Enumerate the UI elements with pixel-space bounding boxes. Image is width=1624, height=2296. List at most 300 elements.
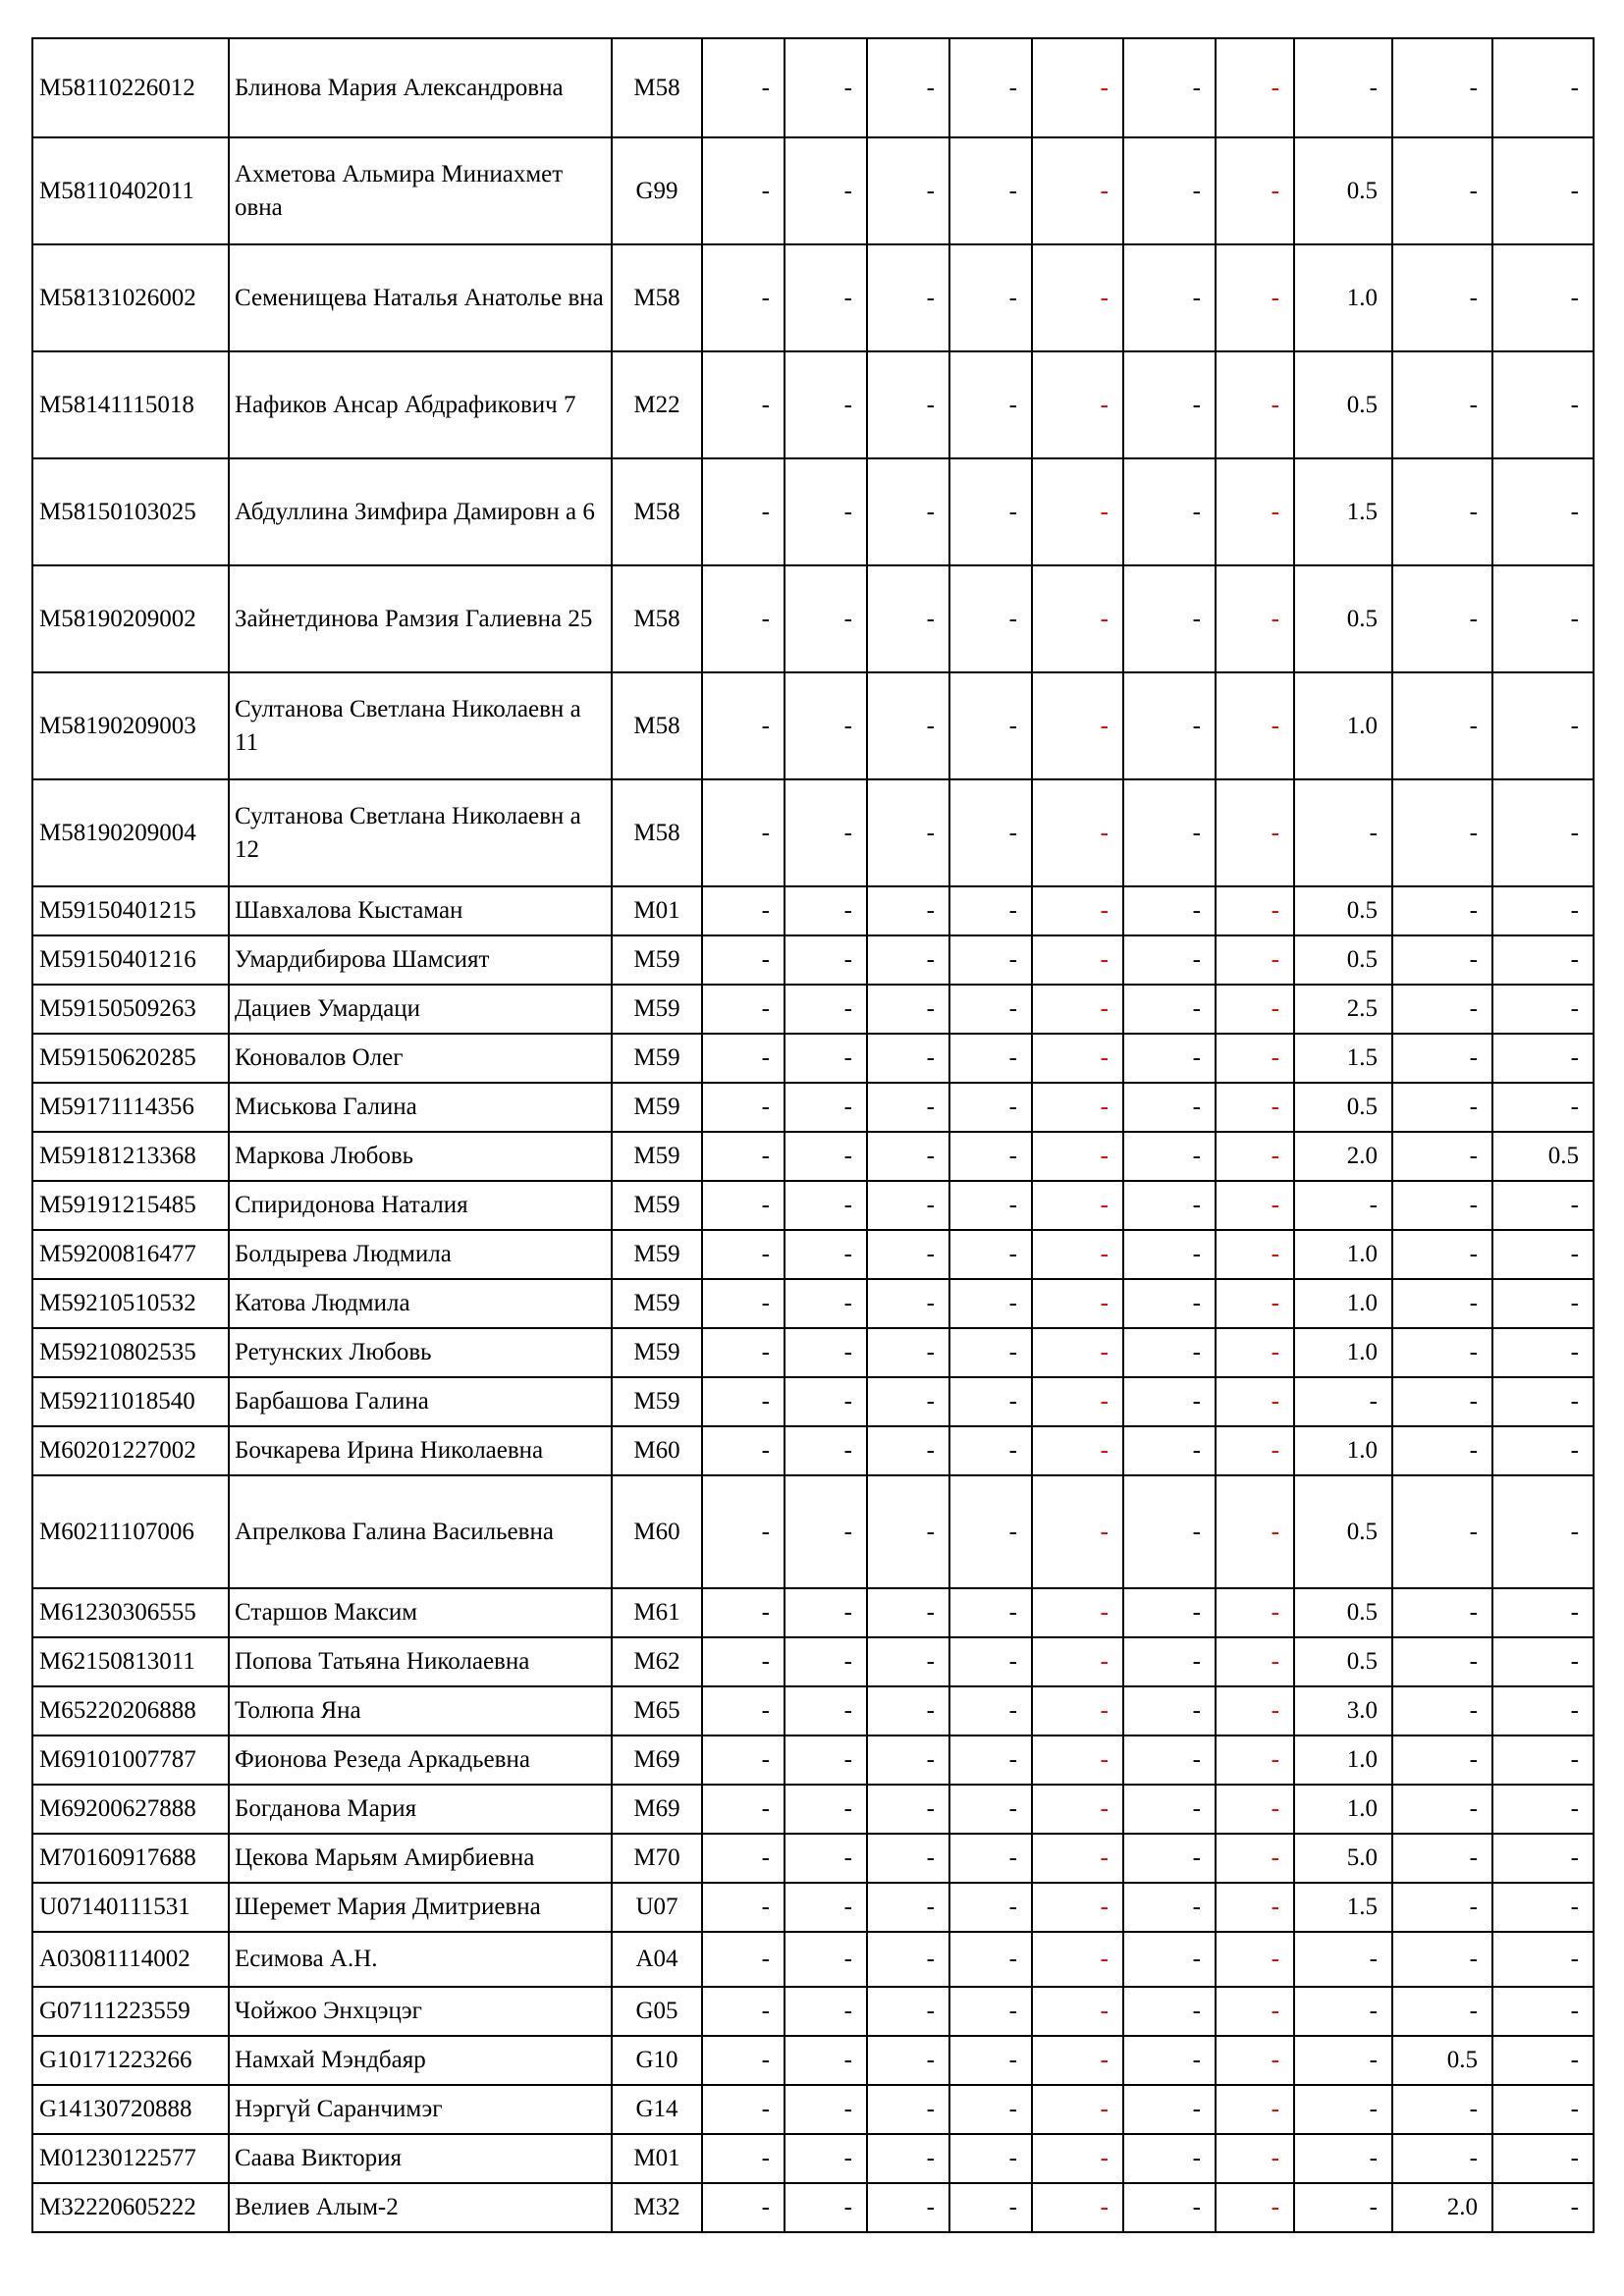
value-cell: - [785,672,867,779]
table-row [32,1686,1594,1735]
value-cell: - [1032,2183,1123,2232]
value-cell: - [949,1834,1032,1883]
value-cell: - [949,1785,1032,1834]
group-code-cell: M70 [612,1834,702,1883]
value-cell: - [949,38,1032,137]
participant-id-cell: M70160917688 [32,1834,229,1883]
table-row [32,1132,1594,1181]
group-code-cell: M59 [612,1181,702,1230]
value-cell: - [867,2134,949,2183]
value-cell: - [785,38,867,137]
results-table-container [31,37,1593,2233]
participant-id-cell: M62150813011 [32,1637,229,1686]
value-cell: - [1392,1834,1492,1883]
value-cell: - [702,935,785,985]
value-cell: - [867,1377,949,1426]
table-row [32,1475,1594,1588]
value-cell: - [1123,1377,1216,1426]
value-cell: - [867,935,949,985]
participant-id-cell: M59191215485 [32,1181,229,1230]
group-code-cell: M62 [612,1637,702,1686]
value-cell: - [867,565,949,672]
table-row [32,1426,1594,1475]
value-cell: - [1492,1637,1594,1686]
value-cell: - [1492,1686,1594,1735]
value-cell: - [1123,1230,1216,1279]
value-cell: - [1492,1588,1594,1637]
value-cell: - [1294,2183,1392,2232]
participant-id-cell: A03081114002 [32,1932,229,1987]
value-cell: - [1216,1987,1294,2036]
participant-id-cell: M58190209004 [32,779,229,886]
value-cell: - [1392,1279,1492,1328]
value-cell: - [949,1475,1032,1588]
value-cell: - [1216,1735,1294,1785]
value-cell: - [949,2036,1032,2085]
value-cell: - [1216,1686,1294,1735]
participant-name-cell: Попова Татьяна Николаевна [229,1637,612,1686]
value-cell: - [1492,2134,1594,2183]
value-cell: - [1392,1987,1492,2036]
value-cell: - [702,38,785,137]
value-cell: - [1123,1735,1216,1785]
value-cell: - [1392,2085,1492,2134]
value-cell: - [1294,779,1392,886]
group-code-cell: M58 [612,565,702,672]
value-cell: - [1392,458,1492,565]
value-cell: - [702,1735,785,1785]
value-cell: - [1392,886,1492,935]
value-cell: - [1123,244,1216,351]
value-cell: - [1032,886,1123,935]
value-cell: - [1492,1475,1594,1588]
value-cell: - [1392,1426,1492,1475]
value-cell: - [949,1637,1032,1686]
value-cell: - [1123,935,1216,985]
participant-id-cell: M59211018540 [32,1377,229,1426]
value-cell: - [1216,886,1294,935]
value-cell: - [1032,1475,1123,1588]
value-cell: - [949,1426,1032,1475]
value-cell: - [1123,1932,1216,1987]
value-cell: - [785,1034,867,1083]
value-cell: - [867,351,949,458]
value-cell: - [1392,1083,1492,1132]
value-cell: 2.0 [1294,1132,1392,1181]
value-cell: - [949,985,1032,1034]
value-cell: - [867,137,949,244]
participant-id-cell: M58190209002 [32,565,229,672]
table-row [32,351,1594,458]
value-cell: - [1216,1279,1294,1328]
group-code-cell: M59 [612,1132,702,1181]
table-row [32,1987,1594,2036]
value-cell: - [1123,38,1216,137]
value-cell: - [702,1083,785,1132]
value-cell: - [702,2183,785,2232]
value-cell: - [867,779,949,886]
value-cell: - [785,351,867,458]
value-cell: - [1032,1932,1123,1987]
participant-name-cell: Апрелкова Галина Васильевна [229,1475,612,1588]
value-cell: - [867,1475,949,1588]
participant-id-cell: M60211107006 [32,1475,229,1588]
value-cell: - [1216,2134,1294,2183]
value-cell: - [702,565,785,672]
table-row [32,1785,1594,1834]
value-cell: - [867,458,949,565]
group-code-cell: M59 [612,1034,702,1083]
value-cell: - [1032,1588,1123,1637]
value-cell: - [1392,779,1492,886]
participant-id-cell: M58131026002 [32,244,229,351]
value-cell: - [1294,1377,1392,1426]
value-cell: - [1123,2183,1216,2232]
value-cell: - [1392,1181,1492,1230]
participant-id-cell: G14130720888 [32,2085,229,2134]
value-cell: - [785,2085,867,2134]
value-cell: - [1032,2085,1123,2134]
value-cell: - [1392,1932,1492,1987]
group-code-cell: G99 [612,137,702,244]
group-code-cell: U07 [612,1883,702,1932]
table-row [32,1181,1594,1230]
participant-name-cell: Дациев Умардаци [229,985,612,1034]
value-cell: - [1216,1230,1294,1279]
participant-id-cell: M61230306555 [32,1588,229,1637]
value-cell: - [1492,1987,1594,2036]
participant-name-cell: Султанова Светлана Николаевн а 12 [229,779,612,886]
group-code-cell: M58 [612,672,702,779]
value-cell: - [1032,935,1123,985]
value-cell: - [702,2036,785,2085]
value-cell: - [1216,1834,1294,1883]
value-cell: - [785,1932,867,1987]
table-row [32,886,1594,935]
value-cell: - [1216,1426,1294,1475]
value-cell: - [1123,1834,1216,1883]
participant-name-cell: Спиридонова Наталия [229,1181,612,1230]
value-cell: - [785,935,867,985]
value-cell: - [702,1785,785,1834]
group-code-cell: M60 [612,1475,702,1588]
value-cell: - [1492,1426,1594,1475]
value-cell: - [949,1686,1032,1735]
value-cell: - [867,1426,949,1475]
participant-name-cell: Блинова Мария Александровна [229,38,612,137]
participant-name-cell: Фионова Резеда Аркадьевна [229,1735,612,1785]
value-cell: - [1123,137,1216,244]
value-cell: - [1216,1588,1294,1637]
value-cell: 1.0 [1294,1785,1392,1834]
value-cell: 0.5 [1294,1475,1392,1588]
group-code-cell: G05 [612,1987,702,2036]
value-cell: - [1123,985,1216,1034]
value-cell: - [785,1735,867,1785]
value-cell: - [1492,1230,1594,1279]
participant-id-cell: M58110226012 [32,38,229,137]
value-cell: - [1032,244,1123,351]
group-code-cell: M01 [612,886,702,935]
value-cell: - [1294,2134,1392,2183]
value-cell: - [867,1883,949,1932]
value-cell: - [1392,1034,1492,1083]
value-cell: - [867,1932,949,1987]
value-cell: - [949,1034,1032,1083]
value-cell: - [1492,1735,1594,1785]
value-cell: - [1216,1328,1294,1377]
group-code-cell: M61 [612,1588,702,1637]
value-cell: - [1216,935,1294,985]
group-code-cell: M58 [612,779,702,886]
value-cell: - [785,2183,867,2232]
value-cell: - [702,1883,785,1932]
value-cell: - [949,1735,1032,1785]
value-cell: - [949,1083,1032,1132]
participant-name-cell: Коновалов Олег [229,1034,612,1083]
value-cell: - [1123,1181,1216,1230]
value-cell: - [1294,38,1392,137]
value-cell: - [1032,38,1123,137]
value-cell: - [867,1083,949,1132]
value-cell: - [785,1987,867,2036]
value-cell: - [702,1426,785,1475]
value-cell: - [867,886,949,935]
value-cell: - [702,244,785,351]
value-cell: - [1216,672,1294,779]
value-cell: - [1492,1834,1594,1883]
value-cell: - [1492,886,1594,935]
value-cell: - [949,1932,1032,1987]
participant-name-cell: Умардибирова Шамсият [229,935,612,985]
value-cell: - [867,2183,949,2232]
value-cell: - [1032,1328,1123,1377]
participant-id-cell: M60201227002 [32,1426,229,1475]
value-cell: - [949,779,1032,886]
participant-name-cell: Катова Людмила [229,1279,612,1328]
value-cell: - [1492,1279,1594,1328]
value-cell: - [1294,2036,1392,2085]
value-cell: - [1032,1637,1123,1686]
value-cell: - [785,1834,867,1883]
value-cell: - [1392,1328,1492,1377]
value-cell: - [867,1132,949,1181]
value-cell: - [1032,2134,1123,2183]
value-cell: - [702,1987,785,2036]
value-cell: - [1216,779,1294,886]
value-cell: - [1392,38,1492,137]
value-cell: - [1216,1132,1294,1181]
value-cell: - [1123,1588,1216,1637]
participant-id-cell: M69200627888 [32,1785,229,1834]
value-cell: - [1492,1377,1594,1426]
value-cell: - [1032,1034,1123,1083]
participant-name-cell: Миськова Галина [229,1083,612,1132]
value-cell: - [867,1987,949,2036]
value-cell: - [1392,1230,1492,1279]
value-cell: - [1492,1883,1594,1932]
participant-name-cell: Велиев Алым-2 [229,2183,612,2232]
value-cell: - [949,2183,1032,2232]
value-cell: 1.5 [1294,1883,1392,1932]
value-cell: - [1492,2085,1594,2134]
participant-name-cell: Ахметова Альмира Миниахмет овна [229,137,612,244]
value-cell: - [867,985,949,1034]
value-cell: - [1216,1785,1294,1834]
participant-id-cell: M58190209003 [32,672,229,779]
participant-name-cell: Бочкарева Ирина Николаевна [229,1426,612,1475]
group-code-cell: M32 [612,2183,702,2232]
value-cell: - [1123,2085,1216,2134]
table-row [32,1034,1594,1083]
table-row [32,458,1594,565]
value-cell: - [949,886,1032,935]
value-cell: - [1032,1279,1123,1328]
value-cell: - [1123,1328,1216,1377]
value-cell: - [785,779,867,886]
participant-name-cell: Богданова Мария [229,1785,612,1834]
value-cell: - [702,1328,785,1377]
value-cell: - [1032,1735,1123,1785]
value-cell: - [1492,1181,1594,1230]
participant-id-cell: M59150509263 [32,985,229,1034]
value-cell: 0.5 [1294,1588,1392,1637]
value-cell: - [867,38,949,137]
value-cell: - [702,1230,785,1279]
participant-id-cell: G07111223559 [32,1987,229,2036]
value-cell: - [867,1279,949,1328]
participant-name-cell: Шеремет Мария Дмитриевна [229,1883,612,1932]
table-row [32,1083,1594,1132]
value-cell: - [1392,1785,1492,1834]
table-row [32,985,1594,1034]
value-cell: - [785,985,867,1034]
value-cell: - [702,672,785,779]
table-row [32,1279,1594,1328]
value-cell: 1.5 [1294,1034,1392,1083]
group-code-cell: G14 [612,2085,702,2134]
value-cell: - [867,672,949,779]
value-cell: - [702,1932,785,1987]
value-cell: - [785,1328,867,1377]
value-cell: - [1032,672,1123,779]
participant-id-cell: M58150103025 [32,458,229,565]
value-cell: - [1032,137,1123,244]
value-cell: - [949,351,1032,458]
value-cell: - [1294,1987,1392,2036]
group-code-cell: M58 [612,458,702,565]
group-code-cell: M65 [612,1686,702,1735]
value-cell: 1.0 [1294,1426,1392,1475]
value-cell: - [1492,38,1594,137]
value-cell: - [1216,2036,1294,2085]
participant-id-cell: M01230122577 [32,2134,229,2183]
table-row [32,2134,1594,2183]
table-row [32,1230,1594,1279]
value-cell: - [949,1181,1032,1230]
value-cell: - [1123,1083,1216,1132]
value-cell: 2.5 [1294,985,1392,1034]
value-cell: - [785,458,867,565]
value-cell: 0.5 [1294,137,1392,244]
participant-name-cell: Абдуллина Зимфира Дамировн а 6 [229,458,612,565]
value-cell: - [1123,1279,1216,1328]
value-cell: - [1216,2085,1294,2134]
value-cell: 1.0 [1294,1328,1392,1377]
value-cell: - [785,1230,867,1279]
participant-name-cell: Есимова А.Н. [229,1932,612,1987]
value-cell: - [949,1328,1032,1377]
value-cell: - [702,458,785,565]
value-cell: - [785,1377,867,1426]
table-row [32,1735,1594,1785]
value-cell: - [1492,1083,1594,1132]
participant-name-cell: Зайнетдинова Рамзия Галиевна 25 [229,565,612,672]
value-cell: - [1492,351,1594,458]
participant-name-cell: Старшов Максим [229,1588,612,1637]
value-cell: - [867,1785,949,1834]
group-code-cell: M59 [612,1279,702,1328]
participant-name-cell: Толюпа Яна [229,1686,612,1735]
value-cell: - [1216,1475,1294,1588]
value-cell: - [1392,1377,1492,1426]
value-cell: - [949,2134,1032,2183]
value-cell: - [1123,565,1216,672]
value-cell: 0.5 [1294,1083,1392,1132]
participant-id-cell: M59181213368 [32,1132,229,1181]
value-cell: - [1123,2036,1216,2085]
participant-name-cell: Намхай Мэндбаяр [229,2036,612,2085]
participant-id-cell: G10171223266 [32,2036,229,2085]
value-cell: - [1123,2134,1216,2183]
participant-name-cell: Саава Виктория [229,2134,612,2183]
value-cell: - [785,565,867,672]
value-cell: - [949,1230,1032,1279]
table-row [32,38,1594,137]
value-cell: - [1123,1686,1216,1735]
value-cell: - [1492,985,1594,1034]
value-cell: - [867,244,949,351]
value-cell: - [1123,1426,1216,1475]
value-cell: - [1392,137,1492,244]
value-cell: - [702,1475,785,1588]
table-row [32,565,1594,672]
value-cell: 1.0 [1294,244,1392,351]
participant-name-cell: Барбашова Галина [229,1377,612,1426]
value-cell: - [1492,565,1594,672]
group-code-cell: M58 [612,38,702,137]
value-cell: - [867,1686,949,1735]
value-cell: - [785,1588,867,1637]
value-cell: - [1216,137,1294,244]
value-cell: - [1032,1785,1123,1834]
value-cell: - [1392,1735,1492,1785]
table-row [32,1637,1594,1686]
value-cell: - [1216,985,1294,1034]
value-cell: - [1123,458,1216,565]
value-cell: - [1492,2036,1594,2085]
value-cell: - [1216,1637,1294,1686]
value-cell: - [702,886,785,935]
participant-id-cell: M59210510532 [32,1279,229,1328]
value-cell: - [702,1181,785,1230]
value-cell: - [867,1328,949,1377]
group-code-cell: M01 [612,2134,702,2183]
value-cell: - [702,1834,785,1883]
value-cell: - [1032,1686,1123,1735]
value-cell: - [702,2134,785,2183]
value-cell: - [949,1987,1032,2036]
